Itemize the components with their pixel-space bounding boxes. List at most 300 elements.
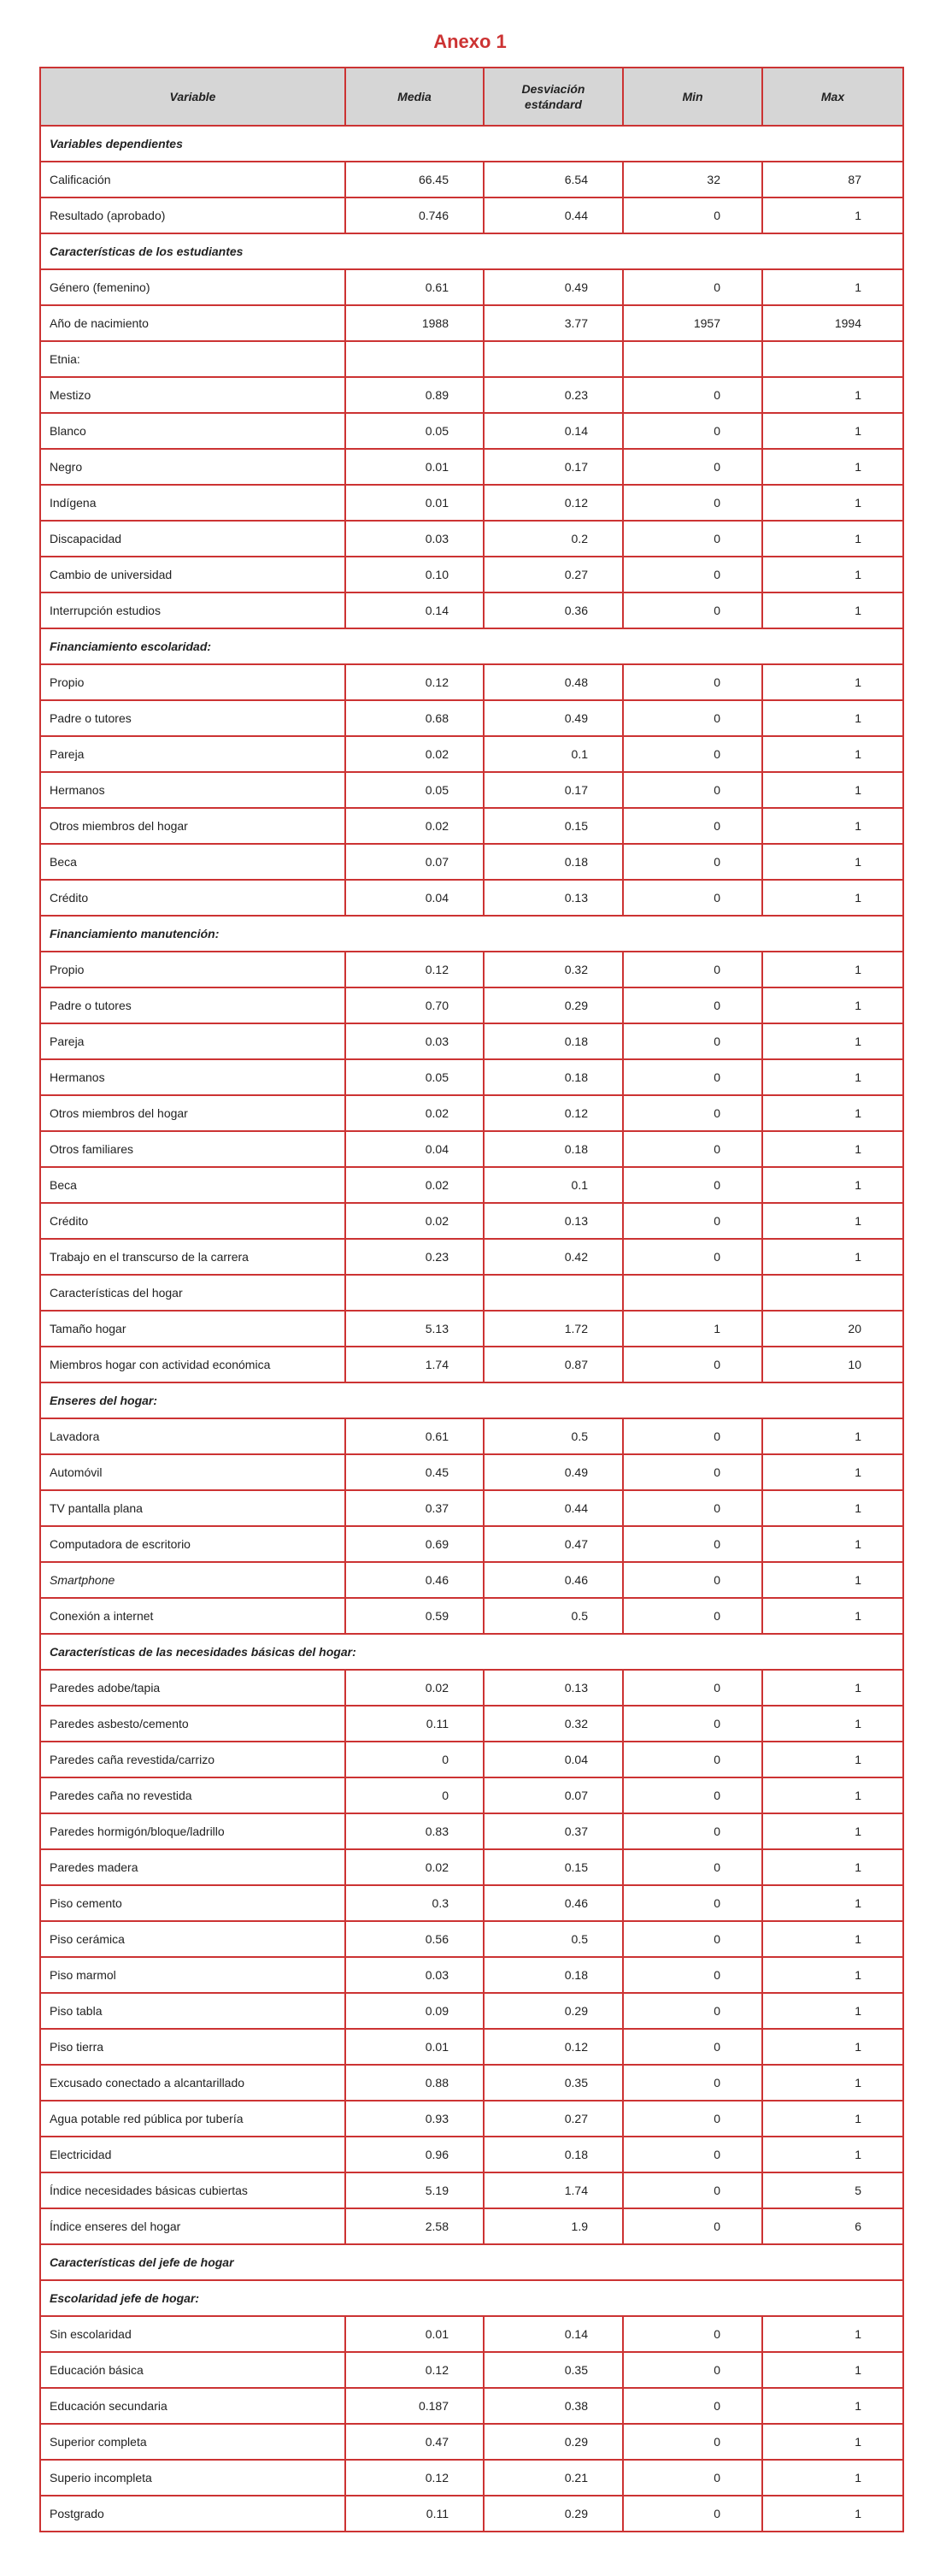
sd-value: 0.49 <box>484 269 623 305</box>
min-value: 0 <box>623 1813 762 1849</box>
header-variable: Variable <box>40 68 345 126</box>
table-row <box>40 1849 903 1885</box>
media-value: 0.56 <box>345 1921 484 1957</box>
variable-label: Calificación <box>40 162 345 197</box>
min-value: 0 <box>623 197 762 233</box>
max-value: 20 <box>762 1311 903 1347</box>
media-value: 66.45 <box>345 162 484 197</box>
media-value: 0.11 <box>345 1706 484 1742</box>
media-value: 0.03 <box>345 1023 484 1059</box>
min-value: 0 <box>623 664 762 700</box>
section-heading: Variables dependientes <box>40 126 903 162</box>
max-value: 1 <box>762 952 903 987</box>
section-heading: Financiamiento escolaridad: <box>40 628 903 664</box>
variable-label: Tamaño hogar <box>40 1311 345 1347</box>
table-row <box>40 2424 903 2460</box>
media-value: 0.02 <box>345 1670 484 1706</box>
variable-label: Crédito <box>40 880 345 916</box>
max-value: 1 <box>762 2316 903 2352</box>
sd-value: 0.12 <box>484 1095 623 1131</box>
sd-value: 0.18 <box>484 2137 623 2172</box>
sd-value: 0.5 <box>484 1921 623 1957</box>
table-row <box>40 2316 903 2352</box>
variable-label: Piso cerámica <box>40 1921 345 1957</box>
min-value: 0 <box>623 2172 762 2208</box>
table-row <box>40 1885 903 1921</box>
media-value: 0.37 <box>345 1490 484 1526</box>
min-value: 0 <box>623 1706 762 1742</box>
sd-value: 0.15 <box>484 1849 623 1885</box>
table-row <box>40 1131 903 1167</box>
statistics-table <box>39 67 904 2532</box>
sd-value: 0.1 <box>484 736 623 772</box>
min-value: 0 <box>623 808 762 844</box>
min-value: 0 <box>623 2424 762 2460</box>
sd-value: 0.49 <box>484 700 623 736</box>
media-value: 0.83 <box>345 1813 484 1849</box>
min-value: 0 <box>623 1526 762 1562</box>
min-value: 0 <box>623 521 762 557</box>
min-value: 1 <box>623 1311 762 1347</box>
variable-label: Paredes madera <box>40 1849 345 1885</box>
table-row <box>40 736 903 772</box>
media-value: 5.13 <box>345 1311 484 1347</box>
sd-value: 0.29 <box>484 2496 623 2532</box>
media-value: 0.12 <box>345 2460 484 2496</box>
max-value: 1 <box>762 1885 903 1921</box>
max-value: 1 <box>762 449 903 485</box>
table-header-row <box>40 68 903 126</box>
media-value: 0.05 <box>345 772 484 808</box>
table-row <box>40 2352 903 2388</box>
variable-label: Etnia: <box>40 341 345 377</box>
table-row <box>40 2388 903 2424</box>
variable-label: Automóvil <box>40 1454 345 1490</box>
min-value: 1957 <box>623 305 762 341</box>
sd-value: 0.13 <box>484 1203 623 1239</box>
sd-value: 0.12 <box>484 485 623 521</box>
sd-value: 1.9 <box>484 2208 623 2244</box>
variable-label: Género (femenino) <box>40 269 345 305</box>
sd-value: 0.37 <box>484 1813 623 1849</box>
media-value: 0.70 <box>345 987 484 1023</box>
section-heading: Financiamiento manutención: <box>40 916 903 952</box>
sd-value: 0.12 <box>484 2029 623 2065</box>
max-value: 1 <box>762 485 903 521</box>
table-row <box>40 2029 903 2065</box>
min-value: 0 <box>623 1167 762 1203</box>
media-value: 0.01 <box>345 2316 484 2352</box>
table-row <box>40 485 903 521</box>
max-value: 1 <box>762 664 903 700</box>
table-body <box>40 126 903 2532</box>
media-value: 0.04 <box>345 1131 484 1167</box>
max-value: 1 <box>762 269 903 305</box>
variable-label: Otros miembros del hogar <box>40 1095 345 1131</box>
table-row <box>40 1706 903 1742</box>
table-row <box>40 1670 903 1706</box>
max-value: 1 <box>762 1239 903 1275</box>
min-value: 0 <box>623 736 762 772</box>
media-value: 0.03 <box>345 1957 484 1993</box>
min-value: 0 <box>623 987 762 1023</box>
section-heading: Enseres del hogar: <box>40 1382 903 1418</box>
sd-value: 0.18 <box>484 1957 623 1993</box>
max-value: 1 <box>762 1167 903 1203</box>
media-value: 0.01 <box>345 2029 484 2065</box>
table-row <box>40 1311 903 1347</box>
sd-value: 0.87 <box>484 1347 623 1382</box>
min-value: 0 <box>623 880 762 916</box>
max-value: 1 <box>762 413 903 449</box>
min-value: 0 <box>623 1993 762 2029</box>
max-value: 1 <box>762 1203 903 1239</box>
max-value: 1 <box>762 2029 903 2065</box>
table-row <box>40 987 903 1023</box>
variable-label: Características del hogar <box>40 1275 345 1311</box>
variable-label: Crédito <box>40 1203 345 1239</box>
variable-label: Otros miembros del hogar <box>40 808 345 844</box>
min-value: 0 <box>623 2460 762 2496</box>
min-value: 0 <box>623 1742 762 1777</box>
media-value: 0.89 <box>345 377 484 413</box>
variable-label: Postgrado <box>40 2496 345 2532</box>
sd-value: 0.04 <box>484 1742 623 1777</box>
variable-label: Piso tabla <box>40 1993 345 2029</box>
media-value: 0.05 <box>345 1059 484 1095</box>
media-value: 0.02 <box>345 808 484 844</box>
max-value: 1 <box>762 1742 903 1777</box>
table-row <box>40 2496 903 2532</box>
sd-value: 0.27 <box>484 2101 623 2137</box>
min-value: 0 <box>623 1131 762 1167</box>
max-value: 5 <box>762 2172 903 2208</box>
max-value: 1 <box>762 1562 903 1598</box>
table-row <box>40 952 903 987</box>
table-row <box>40 2101 903 2137</box>
media-value: 0.02 <box>345 1167 484 1203</box>
sd-value: 0.23 <box>484 377 623 413</box>
sd-value: 0.14 <box>484 413 623 449</box>
section-row <box>40 2244 903 2280</box>
section-heading: Características del jefe de hogar <box>40 2244 903 2280</box>
max-value: 1 <box>762 1095 903 1131</box>
media-value: 0.59 <box>345 1598 484 1634</box>
media-value: 1988 <box>345 305 484 341</box>
table-row <box>40 1777 903 1813</box>
variable-label: Piso marmol <box>40 1957 345 1993</box>
table-row <box>40 1454 903 1490</box>
table-row <box>40 1490 903 1526</box>
media-value: 5.19 <box>345 2172 484 2208</box>
section-row <box>40 126 903 162</box>
max-value: 1 <box>762 1849 903 1885</box>
sd-value: 0.15 <box>484 808 623 844</box>
sd-value: 0.17 <box>484 772 623 808</box>
max-value: 1 <box>762 2496 903 2532</box>
sd-value: 0.14 <box>484 2316 623 2352</box>
sd-value <box>484 341 623 377</box>
max-value: 1 <box>762 592 903 628</box>
table-row <box>40 772 903 808</box>
table-row <box>40 1275 903 1311</box>
min-value: 0 <box>623 2352 762 2388</box>
media-value <box>345 1275 484 1311</box>
sd-value: 0.18 <box>484 844 623 880</box>
media-value: 0.11 <box>345 2496 484 2532</box>
max-value: 1 <box>762 1777 903 1813</box>
sd-value: 0.2 <box>484 521 623 557</box>
table-row <box>40 1813 903 1849</box>
min-value: 0 <box>623 1849 762 1885</box>
media-value: 2.58 <box>345 2208 484 2244</box>
table-row <box>40 2065 903 2101</box>
variable-label: Agua potable red pública por tubería <box>40 2101 345 2137</box>
variable-label: Otros familiares <box>40 1131 345 1167</box>
max-value: 1 <box>762 1131 903 1167</box>
variable-label: Educación secundaria <box>40 2388 345 2424</box>
media-value: 0.3 <box>345 1885 484 1921</box>
media-value: 0 <box>345 1777 484 1813</box>
sd-value: 0.18 <box>484 1131 623 1167</box>
variable-label: TV pantalla plana <box>40 1490 345 1526</box>
max-value <box>762 1275 903 1311</box>
min-value: 0 <box>623 592 762 628</box>
max-value: 1 <box>762 1670 903 1706</box>
annex-title: Anexo 1 <box>433 31 507 52</box>
max-value: 1 <box>762 808 903 844</box>
min-value: 0 <box>623 2029 762 2065</box>
max-value: 1 <box>762 521 903 557</box>
table-row <box>40 592 903 628</box>
variable-label: Superio incompleta <box>40 2460 345 2496</box>
header-desviacion: Desviación estándard <box>484 68 623 126</box>
section-heading: Escolaridad jefe de hogar: <box>40 2280 903 2316</box>
sd-value: 0.29 <box>484 987 623 1023</box>
min-value: 0 <box>623 269 762 305</box>
variable-label: Interrupción estudios <box>40 592 345 628</box>
min-value <box>623 341 762 377</box>
section-row <box>40 2280 903 2316</box>
variable-label: Índice enseres del hogar <box>40 2208 345 2244</box>
media-value: 0.04 <box>345 880 484 916</box>
min-value: 0 <box>623 1562 762 1598</box>
table-row <box>40 377 903 413</box>
min-value: 0 <box>623 2208 762 2244</box>
media-value: 0.14 <box>345 592 484 628</box>
max-value: 1 <box>762 2460 903 2496</box>
table-row <box>40 557 903 592</box>
media-value: 0.01 <box>345 485 484 521</box>
sd-value: 0.27 <box>484 557 623 592</box>
media-value: 0.01 <box>345 449 484 485</box>
min-value: 0 <box>623 377 762 413</box>
media-value: 0.03 <box>345 521 484 557</box>
table-row <box>40 844 903 880</box>
variable-label: Piso cemento <box>40 1885 345 1921</box>
media-value: 0.02 <box>345 1203 484 1239</box>
variable-label: Miembros hogar con actividad económica <box>40 1347 345 1382</box>
max-value: 1 <box>762 197 903 233</box>
media-value: 0.05 <box>345 413 484 449</box>
max-value: 1 <box>762 2352 903 2388</box>
min-value: 0 <box>623 1347 762 1382</box>
max-value: 1994 <box>762 305 903 341</box>
max-value: 1 <box>762 1059 903 1095</box>
table-row <box>40 413 903 449</box>
media-value: 0.45 <box>345 1454 484 1490</box>
media-value: 0.10 <box>345 557 484 592</box>
table-row <box>40 1023 903 1059</box>
variable-label: Excusado conectado a alcantarillado <box>40 2065 345 2101</box>
variable-label: Paredes caña no revestida <box>40 1777 345 1813</box>
max-value: 1 <box>762 557 903 592</box>
min-value: 0 <box>623 1885 762 1921</box>
media-value: 0.09 <box>345 1993 484 2029</box>
sd-value: 0.42 <box>484 1239 623 1275</box>
max-value: 1 <box>762 844 903 880</box>
sd-value: 0.44 <box>484 197 623 233</box>
variable-label: Discapacidad <box>40 521 345 557</box>
max-value: 1 <box>762 772 903 808</box>
table-row <box>40 1167 903 1203</box>
section-heading: Características de las necesidades básicas del hogar: <box>40 1634 903 1670</box>
sd-value: 0.13 <box>484 1670 623 1706</box>
max-value: 1 <box>762 1598 903 1634</box>
table-row <box>40 269 903 305</box>
min-value: 0 <box>623 485 762 521</box>
max-value: 1 <box>762 880 903 916</box>
media-value: 0.96 <box>345 2137 484 2172</box>
table-row <box>40 1095 903 1131</box>
min-value: 0 <box>623 700 762 736</box>
max-value: 1 <box>762 1993 903 2029</box>
variable-label: Propio <box>40 664 345 700</box>
sd-value: 0.44 <box>484 1490 623 1526</box>
max-value: 1 <box>762 1957 903 1993</box>
min-value: 0 <box>623 1598 762 1634</box>
media-value: 0.88 <box>345 2065 484 2101</box>
variable-label: Cambio de universidad <box>40 557 345 592</box>
min-value: 0 <box>623 2065 762 2101</box>
variable-label: Paredes hormigón/bloque/ladrillo <box>40 1813 345 1849</box>
sd-value: 0.18 <box>484 1023 623 1059</box>
table-row <box>40 1921 903 1957</box>
sd-value: 0.29 <box>484 2424 623 2460</box>
min-value: 0 <box>623 1957 762 1993</box>
max-value: 1 <box>762 1454 903 1490</box>
max-value: 1 <box>762 987 903 1023</box>
variable-label: Computadora de escritorio <box>40 1526 345 1562</box>
section-row <box>40 1382 903 1418</box>
table-row <box>40 1239 903 1275</box>
max-value: 1 <box>762 1706 903 1742</box>
sd-value: 0.5 <box>484 1598 623 1634</box>
sd-value: 0.49 <box>484 1454 623 1490</box>
sd-value: 0.35 <box>484 2352 623 2388</box>
table-row <box>40 1418 903 1454</box>
media-value: 0.61 <box>345 1418 484 1454</box>
sd-value: 0.29 <box>484 1993 623 2029</box>
table-row <box>40 1526 903 1562</box>
min-value: 0 <box>623 2388 762 2424</box>
sd-value: 6.54 <box>484 162 623 197</box>
min-value: 0 <box>623 557 762 592</box>
min-value: 0 <box>623 1418 762 1454</box>
max-value: 1 <box>762 1813 903 1849</box>
table-row <box>40 664 903 700</box>
media-value: 0.02 <box>345 736 484 772</box>
max-value: 1 <box>762 1023 903 1059</box>
variable-label: Educación básica <box>40 2352 345 2388</box>
table-row <box>40 2460 903 2496</box>
section-row <box>40 233 903 269</box>
sd-value: 3.77 <box>484 305 623 341</box>
media-value: 0.187 <box>345 2388 484 2424</box>
min-value: 0 <box>623 1490 762 1526</box>
variable-label: Paredes caña revestida/carrizo <box>40 1742 345 1777</box>
media-value: 1.74 <box>345 1347 484 1382</box>
variable-label: Resultado (aprobado) <box>40 197 345 233</box>
media-value: 0.02 <box>345 1849 484 1885</box>
variable-label: Conexión a internet <box>40 1598 345 1634</box>
variable-label: Sin escolaridad <box>40 2316 345 2352</box>
max-value: 1 <box>762 1526 903 1562</box>
media-value: 0.07 <box>345 844 484 880</box>
table-row <box>40 1203 903 1239</box>
table-row <box>40 1993 903 2029</box>
variable-label: Piso tierra <box>40 2029 345 2065</box>
sd-value: 0.32 <box>484 952 623 987</box>
media-value: 0.47 <box>345 2424 484 2460</box>
table-row <box>40 162 903 197</box>
variable-label: Pareja <box>40 736 345 772</box>
max-value: 1 <box>762 2101 903 2137</box>
min-value: 0 <box>623 952 762 987</box>
header-min: Min <box>623 68 762 126</box>
variable-label: Hermanos <box>40 1059 345 1095</box>
variable-label: Pareja <box>40 1023 345 1059</box>
min-value: 0 <box>623 2101 762 2137</box>
max-value: 6 <box>762 2208 903 2244</box>
min-value: 0 <box>623 1921 762 1957</box>
sd-value: 0.5 <box>484 1418 623 1454</box>
variable-label: Índice necesidades básicas cubiertas <box>40 2172 345 2208</box>
media-value: 0.68 <box>345 700 484 736</box>
sd-value <box>484 1275 623 1311</box>
sd-value: 0.35 <box>484 2065 623 2101</box>
table-row <box>40 1562 903 1598</box>
variable-label: Indígena <box>40 485 345 521</box>
table-row <box>40 305 903 341</box>
variable-label: Propio <box>40 952 345 987</box>
table-row <box>40 1957 903 1993</box>
table-row <box>40 1598 903 1634</box>
variable-label: Mestizo <box>40 377 345 413</box>
max-value <box>762 341 903 377</box>
sd-value: 1.72 <box>484 1311 623 1347</box>
variable-label: Lavadora <box>40 1418 345 1454</box>
media-value: 0.46 <box>345 1562 484 1598</box>
media-value: 0.02 <box>345 1095 484 1131</box>
min-value: 0 <box>623 772 762 808</box>
min-value <box>623 1275 762 1311</box>
sd-value: 0.13 <box>484 880 623 916</box>
table-row <box>40 700 903 736</box>
media-value <box>345 341 484 377</box>
section-heading: Características de los estudiantes <box>40 233 903 269</box>
variable-label: Padre o tutores <box>40 987 345 1023</box>
